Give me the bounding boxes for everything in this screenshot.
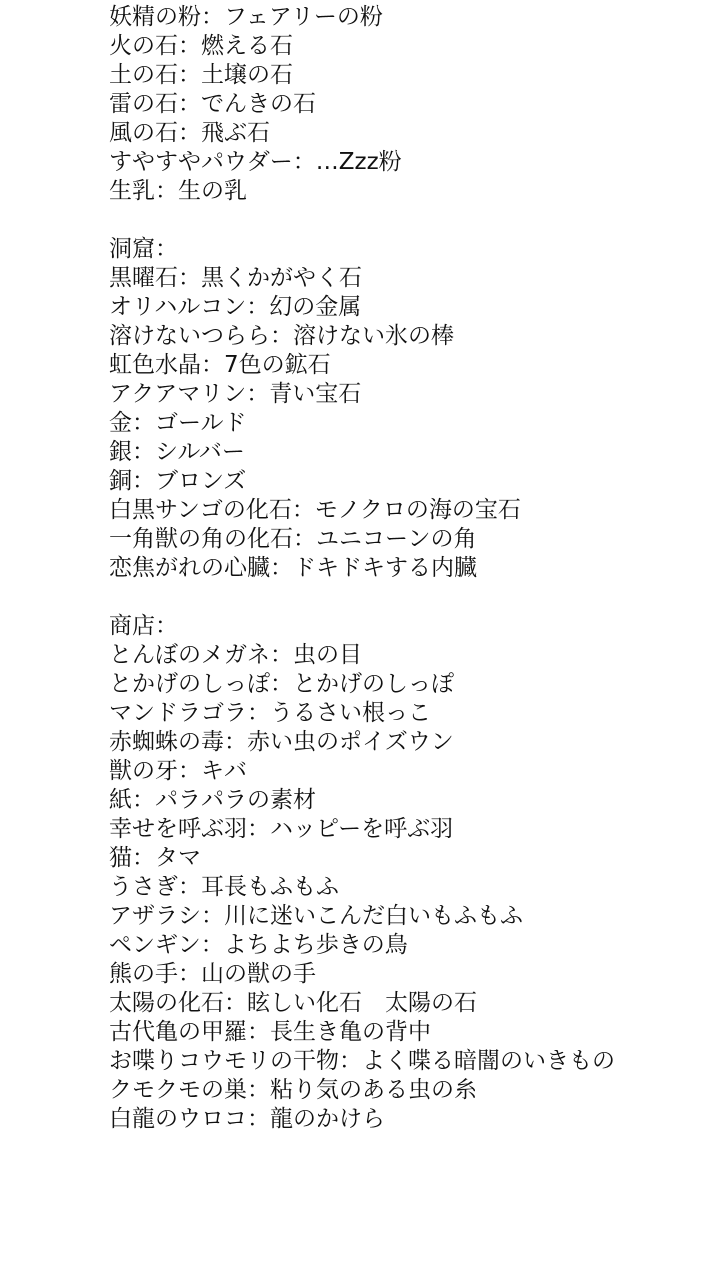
section-heading-shop: 商店： xyxy=(109,613,178,639)
list-item: アザラシ：川に迷いこんだ白いもふもふ xyxy=(109,903,523,929)
shop-section xyxy=(109,612,669,1134)
list-item: 銀：シルバー xyxy=(109,439,245,465)
list-item: 金：ゴールド xyxy=(109,410,247,436)
list-item: 銅：ブロンズ xyxy=(109,468,247,494)
list-item: 生乳：生の乳 xyxy=(109,178,247,204)
list-item: 一角獣の角の化石：ユニコーンの角 xyxy=(109,526,477,552)
list-item: 赤蜘蛛の毒：赤い虫のポイズウン xyxy=(109,729,454,755)
list-item: とかげのしっぽ：とかげのしっぽ xyxy=(109,671,454,697)
list-item: 熊の手：山の獣の手 xyxy=(109,961,316,987)
list-item: ペンギン：よちよち歩きの鳥 xyxy=(109,932,408,958)
list-item: すやすやパウダー：…Zzz粉 xyxy=(109,149,402,175)
list-item: 白龍のウロコ：龍のかけら xyxy=(109,1106,385,1132)
list-item: お喋りコウモリの干物：よく喋る暗闇のいきもの xyxy=(109,1048,615,1074)
list-item: とんぼのメガネ：虫の目 xyxy=(109,642,362,668)
cave-section xyxy=(109,235,669,583)
list-item: 風の石：飛ぶ石 xyxy=(109,120,270,146)
list-item: 恋焦がれの心臓：ドキドキする内臓 xyxy=(109,555,477,581)
list-item: 紙：パラパラの素材 xyxy=(109,787,316,813)
list-item: うさぎ：耳長もふもふ xyxy=(109,874,339,900)
list-item: 土の石：土壌の石 xyxy=(109,62,293,88)
list-item: 幸せを呼ぶ羽：ハッピーを呼ぶ羽 xyxy=(109,816,454,842)
top-section xyxy=(109,3,669,206)
list-item: 虹色水晶：7色の鉱石 xyxy=(109,352,331,378)
section-heading-cave: 洞窟： xyxy=(109,236,178,262)
list-item: マンドラゴラ：うるさい根っこ xyxy=(109,700,431,726)
list-item: 猫：タマ xyxy=(109,845,201,871)
list-item: 黒曜石：黒くかがやく石 xyxy=(109,265,362,291)
blank-line xyxy=(109,206,669,235)
list-item: 溶けないつらら：溶けない氷の棒 xyxy=(109,323,454,349)
list-item: 火の石：燃える石 xyxy=(109,33,293,59)
blank-line xyxy=(109,583,669,612)
note-text xyxy=(109,3,669,1134)
list-item: 妖精の粉：フェアリーの粉 xyxy=(109,4,383,30)
list-item: 太陽の化石：眩しい化石 太陽の石 xyxy=(109,990,477,1016)
list-item: 獣の牙：キバ xyxy=(109,758,247,784)
list-item: オリハルコン：幻の金属 xyxy=(109,294,362,320)
list-item: 雷の石：でんきの石 xyxy=(109,91,316,117)
list-item: クモクモの巣：粘り気のある虫の糸 xyxy=(109,1077,477,1103)
list-item: アクアマリン：青い宝石 xyxy=(109,381,362,407)
list-item: 白黒サンゴの化石：モノクロの海の宝石 xyxy=(109,497,521,523)
list-item: 古代亀の甲羅：長生き亀の背中 xyxy=(109,1019,431,1045)
